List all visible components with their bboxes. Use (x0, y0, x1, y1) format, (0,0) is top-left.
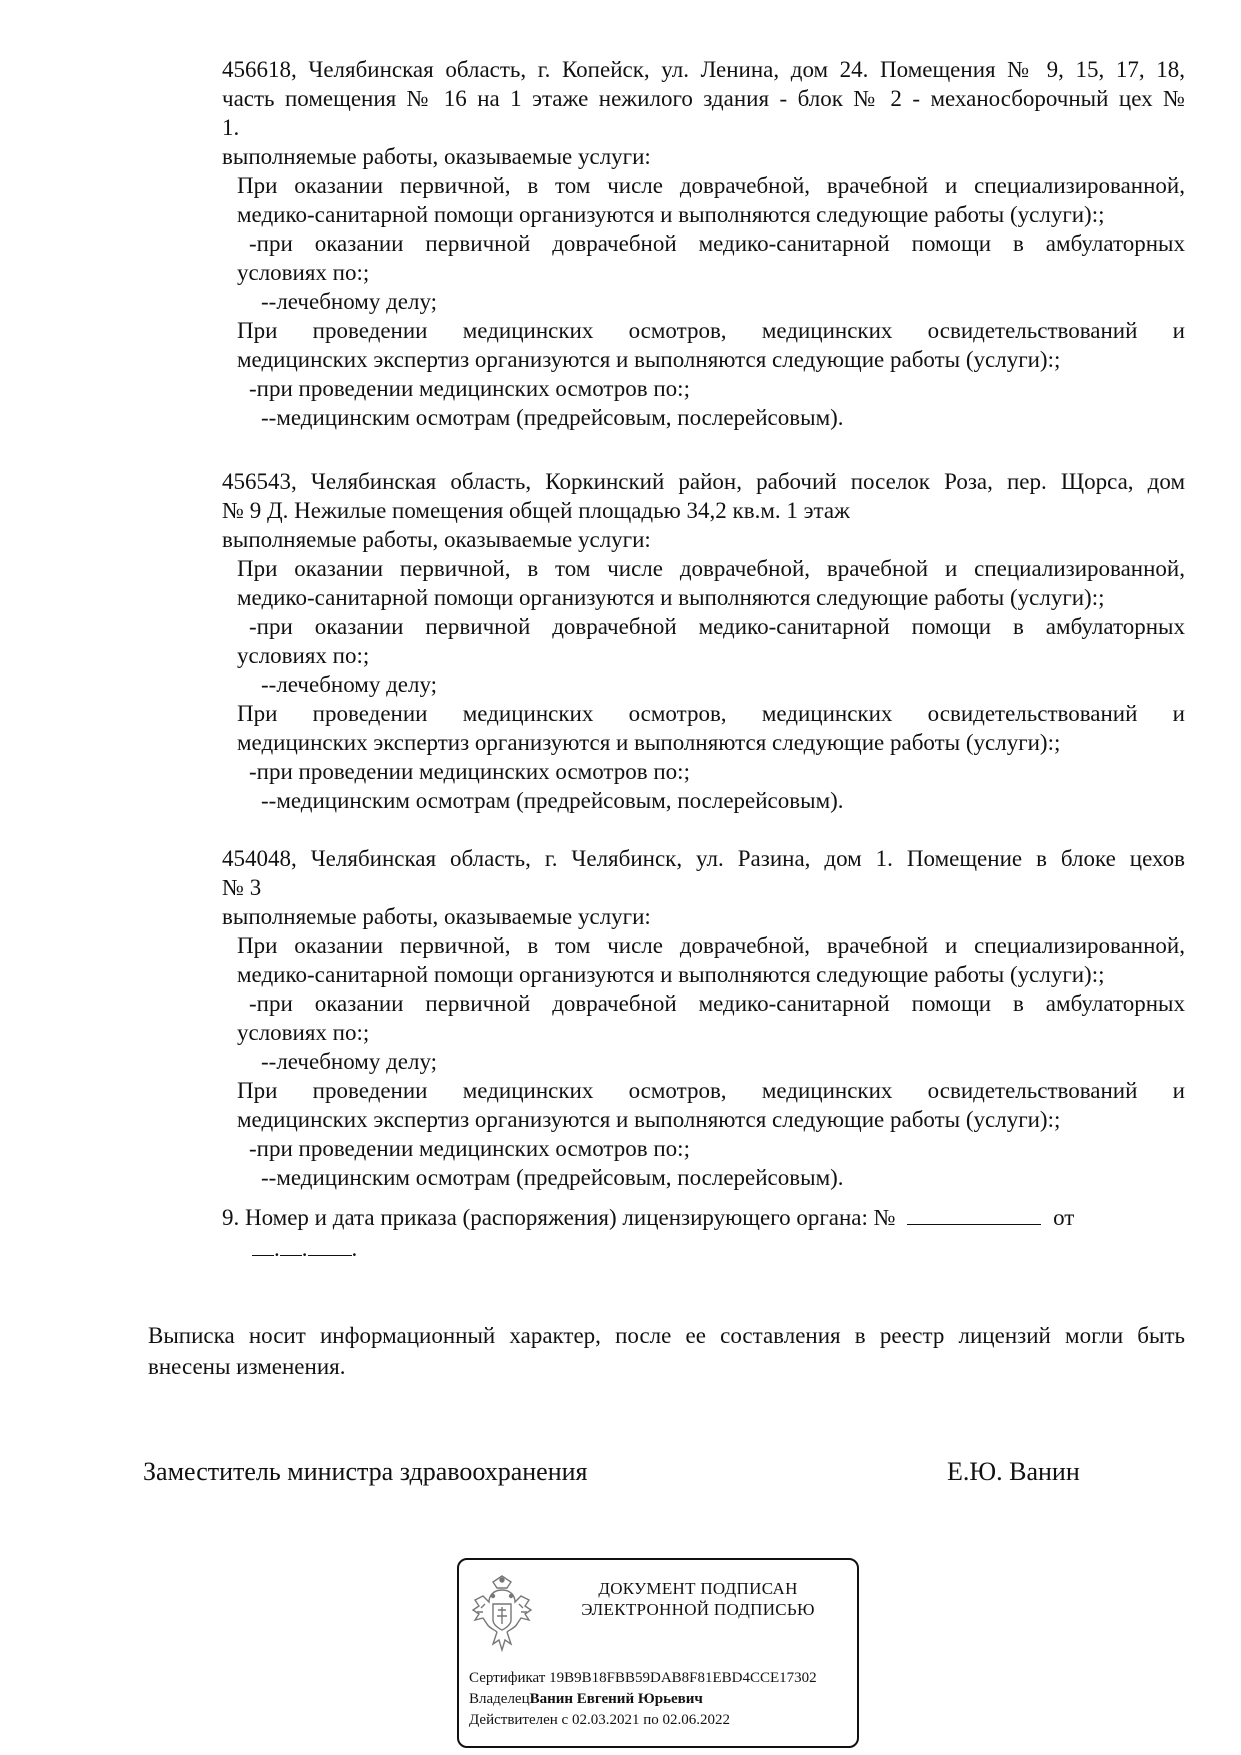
date-separator: . (274, 1236, 280, 1261)
address-line: 456618, Челябинская область, г. Копейск, ул. Ленина, дом 24. Помещения № 9, 15, 17, 18, (222, 57, 1185, 82)
owner-label: Владелец (469, 1691, 530, 1707)
service-text: --медицинским осмотрам (предрейсовым, послерейсовым). (261, 405, 844, 430)
order-number-line (222, 1203, 1185, 1232)
informational-note (148, 1320, 1185, 1382)
note-line: внесены изменения. (148, 1354, 346, 1379)
service-text: При проведении медицинских осмотров, медицинских освидетельствований и (237, 1078, 1185, 1103)
date-separator: . (301, 1236, 308, 1261)
stamp-fields (469, 1668, 817, 1731)
validity-line: Действителен с 02.03.2021 по 02.06.2022 (469, 1712, 730, 1728)
license-section-1 (222, 55, 1185, 432)
service-text: -при оказании первичной доврачебной медико-санитарной помощи в амбулаторных (249, 231, 1185, 256)
service-text: --медицинским осмотрам (предрейсовым, послерейсовым). (261, 1165, 844, 1190)
service-text: --лечебному делу; (261, 289, 438, 314)
coat-of-arms-icon (471, 1574, 533, 1658)
service-text: При оказании первичной, в том числе доврачебной, врачебной и специализированной, (237, 173, 1185, 198)
date-year-blank (308, 1254, 352, 1256)
order-date-line (222, 1234, 1185, 1263)
works-label: выполняемые работы, оказываемые услуги: (222, 527, 651, 552)
certificate-line (469, 1668, 817, 1689)
certificate-label: Сертификат (469, 1670, 546, 1686)
stamp-title-line: ДОКУМЕНТ ПОДПИСАН (598, 1579, 798, 1598)
service-text: условиях по:; (237, 643, 370, 668)
works-label: выполняемые работы, оказываемые услуги: (222, 144, 651, 169)
order-from-label: от (1053, 1205, 1075, 1230)
service-text: медико-санитарной помощи организуются и выполняются следующие работы (услуги):; (237, 202, 1105, 227)
address-line: 454048, Челябинская область, г. Челябинск, ул. Разина, дом 1. Помещение в блоке цехов (222, 846, 1185, 871)
signatory-name: Е.Ю. Ванин (947, 1457, 1080, 1486)
certificate-value: 19B9B18FBB59DAB8F81EBD4CCE17302 (549, 1670, 817, 1686)
service-text: медико-санитарной помощи организуются и выполняются следующие работы (услуги):; (237, 962, 1105, 987)
service-text: условиях по:; (237, 260, 370, 285)
address-line: № 9 Д. Нежилые помещения общей площадью 34,2 кв.м. 1 этаж (222, 498, 850, 523)
note-line: Выписка носит информационный характер, после ее составления в реестр лицензий могли быть (148, 1323, 1185, 1348)
owner-line (469, 1689, 817, 1710)
owner-value: Ванин Евгений Юрьевич (529, 1691, 703, 1707)
stamp-title-line: ЭЛЕКТРОННОЙ ПОДПИСЬЮ (581, 1600, 815, 1619)
stamp-title (539, 1578, 857, 1620)
service-text: условиях по:; (237, 1020, 370, 1045)
service-text: -при оказании первичной доврачебной медико-санитарной помощи в амбулаторных (249, 614, 1185, 639)
service-text: При проведении медицинских осмотров, медицинских освидетельствований и (237, 318, 1185, 343)
service-text: --лечебному делу; (261, 1049, 438, 1074)
address-line: 1. (222, 115, 240, 140)
service-text: медико-санитарной помощи организуются и выполняются следующие работы (услуги):; (237, 585, 1105, 610)
address-line: часть помещения № 16 на 1 этаже нежилого здания - блок № 2 - механосборочный цех № (222, 86, 1185, 111)
service-text: -при проведении медицинских осмотров по:; (249, 1136, 690, 1161)
service-text: При оказании первичной, в том числе доврачебной, врачебной и специализированной, (237, 933, 1185, 958)
license-section-2 (222, 467, 1185, 815)
address-line: 456543, Челябинская область, Коркинский район, рабочий поселок Роза, пер. Щорса, дом (222, 469, 1185, 494)
service-text: -при оказании первичной доврачебной медико-санитарной помощи в амбулаторных (249, 991, 1185, 1016)
service-text: -при проведении медицинских осмотров по:; (249, 759, 690, 784)
date-day-blank (252, 1254, 274, 1256)
electronic-signature-stamp (457, 1558, 859, 1748)
order-number-item (222, 1203, 1185, 1263)
service-text: --лечебному делу; (261, 672, 438, 697)
service-text: медицинских экспертиз организуются и выполняются следующие работы (услуги):; (237, 730, 1061, 755)
signatory-position: Заместитель министра здравоохранения (143, 1457, 588, 1486)
order-number-blank (907, 1223, 1041, 1225)
service-text: медицинских экспертиз организуются и выполняются следующие работы (услуги):; (237, 1107, 1061, 1132)
works-label: выполняемые работы, оказываемые услуги: (222, 904, 651, 929)
service-text: медицинских экспертиз организуются и выполняются следующие работы (услуги):; (237, 347, 1061, 372)
license-section-3 (222, 844, 1185, 1192)
date-month-blank (280, 1254, 302, 1256)
service-text: При проведении медицинских осмотров, медицинских освидетельствований и (237, 701, 1185, 726)
order-number-label: 9. Номер и дата приказа (распоряжения) лицензирующего органа: № (222, 1205, 896, 1230)
service-text: При оказании первичной, в том числе доврачебной, врачебной и специализированной, (237, 556, 1185, 581)
service-text: -при проведении медицинских осмотров по:; (249, 376, 690, 401)
date-separator: . (351, 1236, 358, 1261)
address-line: № 3 (222, 875, 262, 900)
service-text: --медицинским осмотрам (предрейсовым, послерейсовым). (261, 788, 844, 813)
